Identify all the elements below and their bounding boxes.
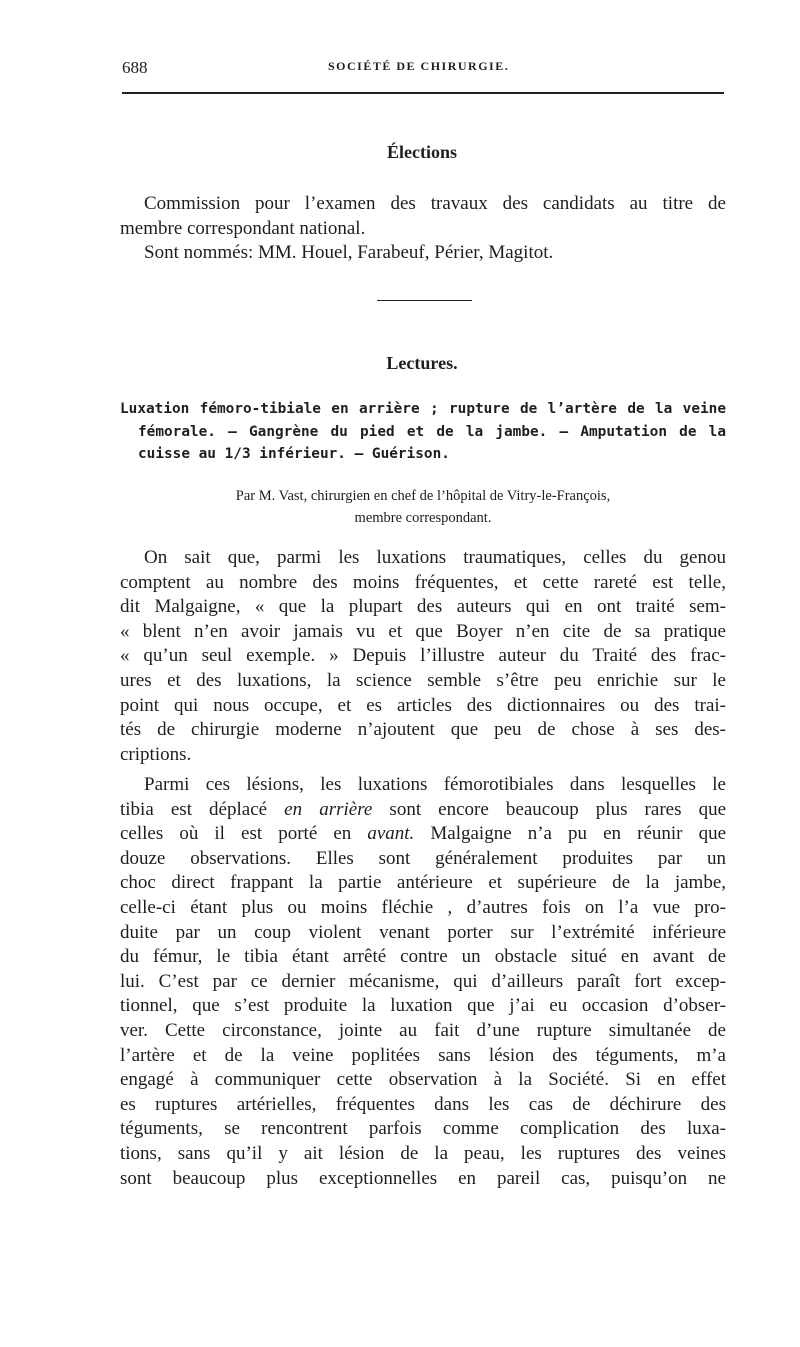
lectures-heading: Lectures. <box>386 353 458 373</box>
text-line: sont beaucoup plus exceptionnelles en pareil cas, puisqu’on ne <box>120 1167 726 1189</box>
text-line: choc direct frappant la partie antérieure et supérieure de la jambe, <box>120 872 726 894</box>
italic-run: avant. <box>367 823 415 845</box>
elections-heading: Élections <box>387 142 457 162</box>
text-line: l’artère et de la veine poplitées sans lésion des téguments, m’a <box>120 1044 726 1066</box>
text-line <box>120 822 726 847</box>
text-line: criptions. <box>120 743 192 765</box>
text-line: membre correspondant national. <box>120 217 366 239</box>
text-line <box>120 798 726 823</box>
byline-line: membre correspondant. <box>354 509 492 526</box>
text-line: douze observations. Elles sont généralement produites par un <box>120 847 726 869</box>
text-line: ver. Cette circonstance, jointe au fait d’une rupture simultanée de <box>120 1019 726 1041</box>
text-line: dit Malgaigne, « que la plupart des auteurs qui en ont traité sem- <box>120 596 726 618</box>
text-line: du fémur, le tibia étant arrêté contre un obstacle situé en avant de <box>120 946 726 968</box>
article-title <box>120 398 726 466</box>
byline-line: Par M. Vast, chirurgien en chef de l’hôpital de Vitry-le-François, <box>235 488 611 504</box>
elections-paragraph <box>120 192 726 266</box>
text-line: On sait que, parmi les luxations traumatiques, celles du genou <box>144 547 726 568</box>
header-rule <box>122 92 724 94</box>
text-line: tionnel, que s’est produite la luxation que j’ai eu occasion d’obser- <box>120 995 726 1017</box>
body-paragraph-2 <box>120 773 726 1191</box>
text-line: téguments, se rencontrent parfois comme complication des luxa- <box>120 1118 726 1140</box>
text-run: sont encore beaucoup plus rares que <box>372 798 727 820</box>
italic-run: en arrière <box>284 798 373 820</box>
text-line: duite par un coup violent venant porter sur l’extrémité inférieure <box>120 921 726 943</box>
author-byline <box>120 486 726 529</box>
text-line: Sont nommés: MM. Houel, Farabeuf, Périer, Magitot. <box>144 242 554 264</box>
text-line: « blent n’en avoir jamais vu et que Boyer n’en cite de sa pratique <box>120 620 726 642</box>
text-run: Malgaigne n’a pu en réunir que <box>414 823 727 845</box>
body-paragraph-1 <box>120 546 726 767</box>
text-line: engagé à communiquer cette observation à la Société. Si en effet <box>120 1069 726 1091</box>
text-line: es ruptures artérielles, fréquentes dans les cas de déchirure des <box>120 1093 726 1115</box>
page-number: 688 <box>122 58 148 77</box>
journal-title: SOCIÉTÉ DE CHIRURGIE. <box>328 59 510 73</box>
text-line: point qui nous occupe, et es articles des dictionnaires ou des trai- <box>120 694 726 716</box>
section-divider <box>377 300 472 301</box>
text-line: comptent au nombre des moins fréquentes, et cette rareté est telle, <box>120 571 726 593</box>
text-line: ures et des luxations, la science semble s’être peu enrichie sur le <box>120 669 726 691</box>
text-line: lui. C’est par ce dernier mécanisme, qui d’ailleurs paraît fort excep- <box>120 970 726 992</box>
text-line: tions, sans qu’il y ait lésion de la peau, les ruptures des veines <box>120 1142 726 1164</box>
text-run: celles où il est porté en <box>120 823 368 845</box>
title-line: cuisse au 1/3 inférieur. — Guérison. <box>138 446 450 462</box>
text-line: Parmi ces lésions, les luxations fémorotibiales dans lesquelles le <box>144 774 726 795</box>
text-line: Commission pour l’examen des travaux des candidats au titre de <box>144 193 726 214</box>
title-line: Luxation fémoro-tibiale en arrière ; rupture de l’artère de la veine <box>120 401 726 417</box>
title-line: fémorale. — Gangrène du pied et de la jambe. — Amputation de la <box>138 423 726 440</box>
text-run: tibia est déplacé <box>120 798 285 820</box>
text-line: celle-ci étant plus ou moins fléchie , d’autres fois on l’a vue pro- <box>120 896 726 918</box>
text-line: tés de chirurgie moderne n’ajoutent que peu de chose à ses des- <box>120 719 726 741</box>
running-head <box>120 58 724 80</box>
text-line: « qu’un seul exemple. » Depuis l’illustre auteur du Traité des frac- <box>120 645 726 667</box>
